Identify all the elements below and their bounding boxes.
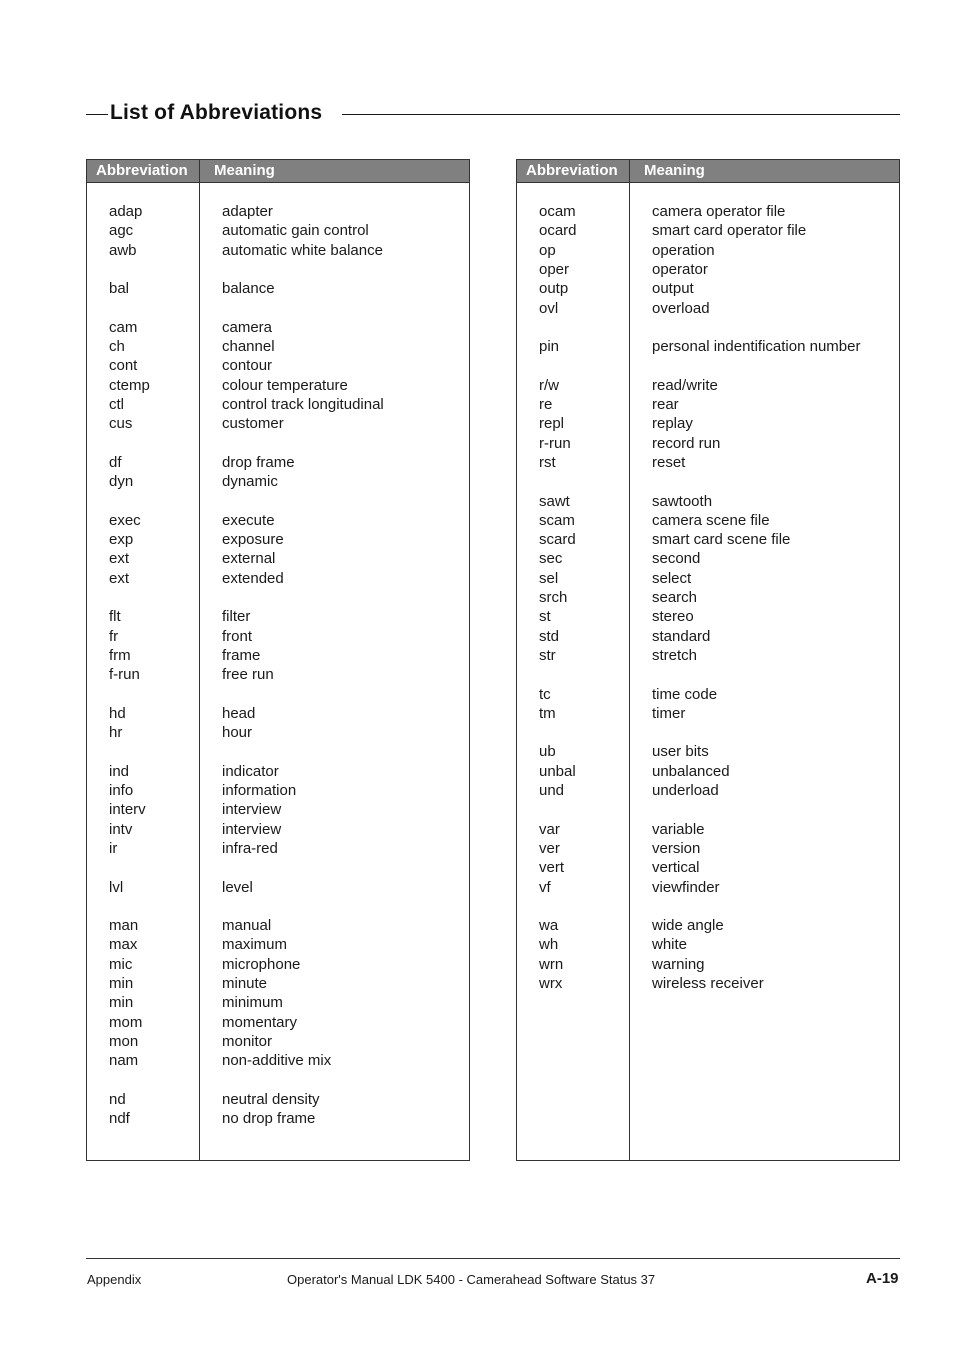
table-row [87, 627, 469, 646]
meaning-cell: rear [652, 396, 679, 413]
meaning-cell: wide angle [652, 917, 724, 935]
table-row [517, 627, 899, 646]
meaning-cell: underload [652, 782, 719, 799]
title-rule-right [342, 114, 900, 115]
abbreviation-cell: hd [109, 704, 126, 722]
abbreviation-cell: min [109, 994, 134, 1012]
table-row [87, 646, 469, 665]
table-row [517, 299, 899, 318]
abbreviation-cell: oper [539, 260, 570, 278]
meaning-cell: filter [222, 608, 251, 626]
table-row [87, 221, 469, 240]
table-row [517, 588, 899, 607]
table-row [87, 414, 469, 433]
meaning-cell: vertical [652, 859, 700, 877]
abbreviation-cell: vert [539, 859, 565, 877]
table-row [87, 1090, 469, 1109]
table-row [87, 1051, 469, 1070]
meaning-cell: second [652, 550, 701, 568]
abbreviation-cell: wa [539, 917, 559, 935]
table-row [517, 492, 899, 511]
meaning-cell: external [222, 550, 276, 568]
table-row [517, 453, 899, 472]
table-row [87, 511, 469, 530]
footer-manual-title: Operator's Manual LDK 5400 - Camerahead Software Status 37 [287, 1272, 656, 1287]
meaning-cell: replay [652, 415, 693, 433]
meaning-cell: minimum [222, 994, 283, 1012]
meaning-cell: adapter [222, 203, 273, 220]
table-row [87, 376, 469, 395]
abbreviation-cell: r-run [539, 434, 571, 452]
abbreviation-cell: lvl [109, 878, 124, 896]
abbreviation-cell: man [109, 917, 139, 935]
meaning-cell: camera operator file [652, 203, 786, 220]
abbreviation-table-left [86, 159, 470, 1161]
abbreviation-cell: intv [109, 820, 133, 838]
table-row [517, 781, 899, 800]
abbreviation-cell: nam [109, 1052, 139, 1070]
table-row [517, 549, 899, 568]
abbreviation-cell: scam [539, 511, 575, 529]
abbreviation-cell: f-run [109, 666, 140, 684]
meaning-cell: output [652, 280, 694, 298]
table-row [87, 453, 469, 472]
meaning-cell: unbalanced [652, 762, 730, 780]
meaning-cell: select [652, 569, 692, 587]
abbreviation-cell: vf [539, 878, 551, 896]
meaning-cell: exposure [222, 531, 284, 549]
table-row [517, 569, 899, 588]
table-row [87, 1109, 469, 1128]
meaning-cell: indicator [222, 762, 279, 780]
page-title: List of Abbreviations [110, 101, 323, 124]
meaning-cell: contour [222, 357, 273, 375]
footer-rule [86, 1258, 900, 1259]
meaning-cell: head [222, 704, 256, 722]
meaning-cell: free run [222, 666, 274, 684]
table-row [517, 916, 899, 935]
abbreviation-cell: max [109, 936, 138, 954]
table-row [517, 646, 899, 665]
table-row [87, 472, 469, 491]
table-header [517, 160, 899, 183]
abbreviation-cell: info [109, 782, 134, 799]
abbreviation-cell: ch [109, 338, 125, 356]
abbreviation-cell: sawt [539, 492, 570, 510]
abbreviation-cell: ub [539, 743, 556, 761]
meaning-cell: channel [222, 338, 275, 356]
meaning-cell: control track longitudinal [222, 396, 384, 413]
meaning-cell: automatic white balance [222, 241, 383, 259]
abbreviation-cell: min [109, 975, 134, 992]
abbreviation-cell: pin [539, 338, 560, 356]
header-meaning: Meaning [214, 162, 275, 179]
table-row [87, 781, 469, 800]
abbreviation-cell: awb [109, 241, 137, 259]
table-row [87, 955, 469, 974]
footer-section: Appendix [87, 1272, 142, 1287]
table-row [517, 878, 899, 897]
table-row [517, 858, 899, 877]
abbreviation-cell: sec [539, 550, 563, 568]
meaning-cell: version [652, 839, 701, 857]
meaning-cell: camera scene file [652, 511, 770, 529]
abbreviation-cell: re [539, 396, 553, 413]
table-row [87, 916, 469, 935]
abbreviation-cell: exp [109, 531, 134, 549]
abbreviation-cell: ovl [539, 299, 559, 317]
abbreviation-cell: interv [109, 801, 146, 819]
table-row [517, 974, 899, 993]
table-row [87, 762, 469, 781]
table-row [87, 1013, 469, 1032]
abbreviation-cell: frm [109, 646, 131, 664]
meaning-cell: operation [652, 241, 715, 259]
table-row [517, 337, 899, 356]
abbreviation-cell: df [109, 453, 122, 471]
meaning-cell: non-additive mix [222, 1052, 332, 1070]
meaning-cell: interview [222, 820, 282, 838]
meaning-cell: extended [222, 569, 284, 587]
table-row [87, 530, 469, 549]
abbreviation-cell: ind [109, 762, 130, 780]
abbreviation-cell: tc [539, 685, 551, 703]
table-row [87, 800, 469, 819]
abbreviation-cell: ndf [109, 1110, 130, 1128]
meaning-cell: hour [222, 724, 253, 742]
table-row [87, 723, 469, 742]
title-rule-left [86, 114, 108, 115]
meaning-cell: balance [222, 280, 275, 298]
meaning-cell: sawtooth [652, 492, 713, 510]
abbreviation-cell: ctemp [109, 376, 150, 394]
table-row [87, 820, 469, 839]
meaning-cell: overload [652, 299, 710, 317]
meaning-cell: customer [222, 415, 284, 433]
meaning-cell: level [222, 878, 253, 896]
table-row [87, 549, 469, 568]
meaning-cell: smart card scene file [652, 531, 791, 549]
table-row [517, 762, 899, 781]
abbreviation-cell: wrn [539, 955, 564, 973]
abbreviation-cell: ocard [539, 222, 577, 240]
meaning-cell: search [652, 589, 698, 606]
table-row [87, 279, 469, 298]
meaning-cell: timer [652, 704, 686, 722]
abbreviation-cell: mon [109, 1032, 139, 1050]
abbreviation-cell: tm [539, 704, 556, 722]
meaning-cell: time code [652, 685, 718, 703]
table-row [517, 511, 899, 530]
abbreviation-cell: ocam [539, 203, 576, 220]
abbreviation-cell: op [539, 241, 556, 259]
abbreviation-cell: nd [109, 1090, 126, 1108]
abbreviation-cell: ir [109, 839, 118, 857]
abbreviation-cell: outp [539, 280, 569, 298]
table-row [517, 376, 899, 395]
meaning-cell: reset [652, 453, 686, 471]
meaning-cell: minute [222, 975, 268, 992]
abbreviation-cell: bal [109, 280, 130, 298]
meaning-cell: frame [222, 646, 261, 664]
meaning-cell: automatic gain control [222, 222, 369, 240]
meaning-cell: no drop frame [222, 1110, 316, 1128]
meaning-cell: wireless receiver [652, 975, 764, 992]
meaning-cell: operator [652, 260, 708, 278]
table-row [87, 241, 469, 260]
meaning-cell: neutral density [222, 1090, 320, 1108]
abbreviation-cell: std [539, 627, 560, 645]
table-row [517, 704, 899, 723]
table-row [87, 607, 469, 626]
meaning-cell: infra-red [222, 839, 278, 857]
abbreviation-cell: r/w [539, 376, 559, 394]
abbreviation-cell: sel [539, 569, 559, 587]
table-row [517, 241, 899, 260]
table-row [517, 935, 899, 954]
abbreviation-cell: rst [539, 453, 556, 471]
meaning-cell: viewfinder [652, 878, 720, 896]
footer-page-number: A-19 [866, 1270, 899, 1287]
meaning-cell: interview [222, 801, 282, 819]
table-row [517, 530, 899, 549]
meaning-cell: personal indentification number [652, 338, 861, 356]
abbreviation-cell: fr [109, 627, 119, 645]
abbreviation-cell: unbal [539, 762, 576, 780]
table-row [517, 607, 899, 626]
abbreviation-table-right [516, 159, 900, 1161]
table-row [87, 337, 469, 356]
table-row [517, 221, 899, 240]
meaning-cell: dynamic [222, 473, 278, 491]
meaning-cell: white [652, 936, 688, 954]
abbreviation-cell: mic [109, 955, 133, 973]
table-row [87, 974, 469, 993]
abbreviation-cell: ext [109, 550, 130, 568]
abbreviation-cell: und [539, 782, 565, 799]
meaning-cell: variable [652, 820, 705, 838]
table-row [87, 318, 469, 337]
table-row [87, 356, 469, 375]
abbreviation-cell: hr [109, 724, 123, 742]
meaning-cell: manual [222, 917, 272, 935]
abbreviation-cell: mom [109, 1013, 143, 1031]
abbreviation-cell: ctl [109, 396, 124, 413]
abbreviation-cell: adap [109, 203, 143, 220]
table-row [517, 260, 899, 279]
table-row [87, 704, 469, 723]
meaning-cell: user bits [652, 743, 709, 761]
table-row [517, 434, 899, 453]
meaning-cell: camera [222, 318, 273, 336]
meaning-cell: colour temperature [222, 376, 348, 394]
abbreviation-cell: scard [539, 531, 576, 549]
meaning-cell: stretch [652, 646, 698, 664]
abbreviation-cell: dyn [109, 473, 134, 491]
abbreviation-cell: wh [539, 936, 559, 954]
table-row [87, 993, 469, 1012]
meaning-cell: microphone [222, 955, 301, 973]
table-row [517, 820, 899, 839]
meaning-cell: momentary [222, 1013, 298, 1031]
abbreviation-cell: st [539, 608, 551, 626]
table-row [87, 665, 469, 684]
meaning-cell: maximum [222, 936, 288, 954]
table-row [517, 395, 899, 414]
abbreviation-cell: srch [539, 589, 568, 606]
table-row [87, 935, 469, 954]
table-row [517, 202, 899, 221]
table-row [517, 839, 899, 858]
meaning-cell: front [222, 627, 253, 645]
abbreviation-cell: ver [539, 839, 560, 857]
table-row [517, 685, 899, 704]
table-row [517, 279, 899, 298]
abbreviation-cell: agc [109, 222, 134, 240]
header-abbreviation: Abbreviation [96, 162, 188, 179]
meaning-cell: smart card operator file [652, 222, 807, 240]
table-row [517, 414, 899, 433]
abbreviation-cell: repl [539, 415, 565, 433]
meaning-cell: stereo [652, 608, 694, 626]
title-rule [86, 100, 900, 130]
table-row [517, 742, 899, 761]
abbreviation-cell: cam [109, 318, 138, 336]
table-row [517, 955, 899, 974]
abbreviation-cell: ext [109, 569, 130, 587]
table-row [87, 1032, 469, 1051]
table-row [87, 878, 469, 897]
meaning-cell: record run [652, 434, 721, 452]
abbreviation-cell: var [539, 820, 560, 838]
header-abbreviation: Abbreviation [526, 162, 618, 179]
table-row [87, 202, 469, 221]
abbreviation-cell: exec [109, 511, 141, 529]
table-row [87, 839, 469, 858]
meaning-cell: monitor [222, 1032, 273, 1050]
table-row [87, 569, 469, 588]
meaning-cell: read/write [652, 376, 718, 394]
abbreviation-cell: str [539, 646, 556, 664]
abbreviation-cell: flt [109, 608, 121, 626]
table-row [87, 395, 469, 414]
meaning-cell: warning [652, 955, 705, 973]
abbreviation-cell: cus [109, 415, 133, 433]
meaning-cell: information [222, 782, 297, 799]
meaning-cell: execute [222, 511, 275, 529]
table-header [87, 160, 469, 183]
header-meaning: Meaning [644, 162, 705, 179]
meaning-cell: standard [652, 627, 711, 645]
abbreviation-cell: cont [109, 357, 138, 375]
meaning-cell: drop frame [222, 453, 295, 471]
abbreviation-cell: wrx [539, 975, 563, 992]
